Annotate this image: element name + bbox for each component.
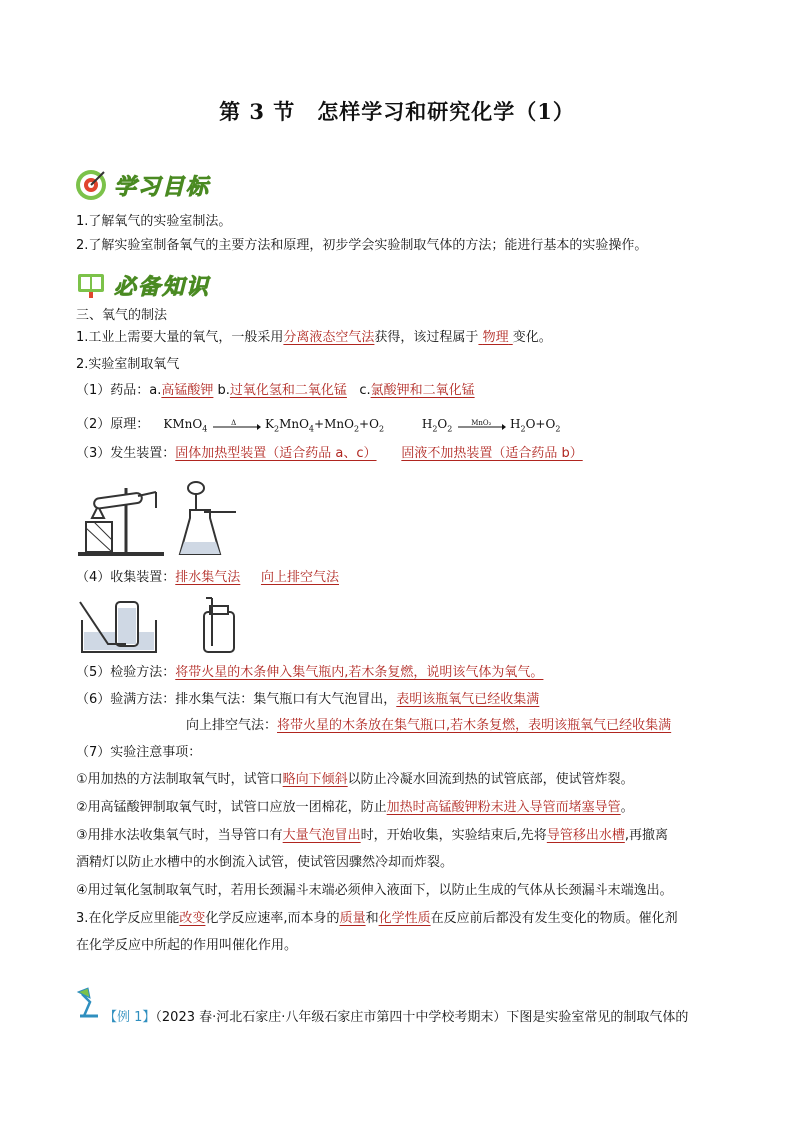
text: （6）验满方法：排水集气法：集气瓶口有大气泡冒出， xyxy=(76,692,397,707)
page-title: 第 3 节 怎样学习和研究化学（1） xyxy=(219,99,575,124)
eq-text: KMnO xyxy=(163,417,203,431)
answer: 氯酸钾和二氧化锰 xyxy=(370,383,475,398)
eq-sub: 2 xyxy=(520,424,526,434)
eq-sub: 2 xyxy=(432,424,438,434)
text: 以防止冷凝水回流到热的试管底部，使试管炸裂。 xyxy=(347,772,634,787)
text: 3.在化学反应里能 xyxy=(76,911,180,926)
text: 1.工业上需要大量的氧气，一般采用 xyxy=(76,330,284,345)
condition: MnO₂ xyxy=(471,418,492,427)
answer: 固体加热型装置（适合药品 a、c） xyxy=(175,446,377,461)
heating-apparatus-diagram xyxy=(76,478,166,558)
note-3-cont: 酒精灯以防止水槽中的水倒流入试管，使试管因骤然冷却而炸裂。 xyxy=(76,855,454,870)
text: 化学反应速率,而本身的 xyxy=(205,911,340,926)
text: b. xyxy=(217,383,230,398)
knowledge-banner-text: 必备知识 xyxy=(114,274,211,300)
example-tag: 【例 1】 xyxy=(104,1010,156,1025)
eq-text: H xyxy=(510,417,521,431)
eq-text: MnO xyxy=(279,417,309,431)
answer: 加热时高锰酸钾粉末进入导管而堵塞导管 xyxy=(386,800,621,815)
test-line xyxy=(76,665,543,681)
answer: 向上排空气法 xyxy=(260,570,339,585)
knowledge-banner xyxy=(74,268,210,302)
equation-1 xyxy=(163,417,387,434)
note-2 xyxy=(76,800,634,816)
note-4: ④用过氧化氢制取氧气时，若用长颈漏斗末端必须伸入液面下，以防止生成的气体从长颈漏斗末端逸出。 xyxy=(76,883,673,898)
text: （4）收集装置： xyxy=(76,570,176,585)
text: 时，开始收集，实验结束后,先将 xyxy=(360,828,547,843)
reaction-arrow xyxy=(211,418,261,432)
answer: 排水集气法 xyxy=(175,570,241,585)
answer: 化学性质 xyxy=(378,911,431,926)
full-line-2 xyxy=(186,718,671,734)
answer: 分离液态空气法 xyxy=(283,330,375,345)
answer: 过氧化氢和二氧化锰 xyxy=(229,383,347,398)
eq-sub: 2 xyxy=(555,424,561,434)
text: c. xyxy=(359,383,371,398)
answer: 改变 xyxy=(179,911,206,926)
goals-banner-text: 学习目标 xyxy=(114,174,211,200)
answer: 将带火星的木条伸入集气瓶内,若木条复燃，说明该气体为氧气。 xyxy=(175,665,544,680)
principle-line xyxy=(76,416,560,437)
goals-banner xyxy=(74,168,210,202)
answer-text: 物理 xyxy=(482,330,509,345)
text: （3）发生装置： xyxy=(76,446,176,461)
eq-sub: 2 xyxy=(353,424,360,434)
eq-text: +MnO xyxy=(314,417,354,431)
full-line-1 xyxy=(76,692,539,708)
lab-heading: 2.实验室制取氧气 xyxy=(76,357,180,372)
text: ②用高锰酸钾制取氧气时，试管口应放一团棉花，防止 xyxy=(76,800,387,815)
text: 变化。 xyxy=(512,330,552,345)
answer xyxy=(478,330,512,345)
eq-text: O xyxy=(437,417,448,431)
text: （2）原理： xyxy=(76,417,150,432)
example-1 xyxy=(104,1010,688,1026)
reaction-arrow xyxy=(456,418,506,432)
text: ①用加热的方法制取氧气时，试管口 xyxy=(76,772,283,787)
note-3 xyxy=(76,828,668,844)
catalyst-line-2: 在化学反应中所起的作用叫催化作用。 xyxy=(76,938,298,953)
collect-line xyxy=(76,570,339,586)
answer: 固液不加热装置（适合药品 b） xyxy=(401,446,583,461)
notes-heading: （7）实验注意事项： xyxy=(76,745,202,760)
eq-text: +O xyxy=(359,417,379,431)
target-icon xyxy=(74,168,108,202)
text: 在反应前后都没有发生变化的物质。催化剂 xyxy=(430,911,678,926)
answer: 将带火星的木条放在集气瓶口,若木条复燃，表明该瓶氧气已经收集满 xyxy=(277,718,672,733)
water-collection-diagram xyxy=(78,598,162,658)
condition: Δ xyxy=(231,418,237,427)
text: ,再撤离 xyxy=(624,828,668,843)
eq-text: O+O xyxy=(525,417,556,431)
eq-sub: 2 xyxy=(273,424,280,434)
drugs-line xyxy=(76,383,475,399)
eq-sub: 4 xyxy=(308,424,315,434)
text: （2023 春·河北石家庄·八年级石家庄市第四十中学校考期末）下图是实验室常见的制取气体的 xyxy=(155,1010,689,1025)
answer: 大量气泡冒出 xyxy=(282,828,361,843)
equation-2 xyxy=(421,417,561,434)
apparatus-line xyxy=(76,446,583,462)
text: 和 xyxy=(365,911,379,926)
goal-item-1: 1.了解氧气的实验室制法。 xyxy=(76,214,232,229)
lamp-icon xyxy=(74,986,104,1020)
text: ③用排水法收集氧气时，当导管口有 xyxy=(76,828,283,843)
industrial-line xyxy=(76,330,552,346)
eq-text: K xyxy=(265,417,274,431)
text: （1）药品：a. xyxy=(76,383,162,398)
answer: 表明该瓶氧气已经收集满 xyxy=(396,692,540,707)
note-1 xyxy=(76,772,634,788)
answer: 导管移出水槽 xyxy=(546,828,625,843)
text: 获得，该过程属于 xyxy=(374,330,479,345)
text: （5）检验方法： xyxy=(76,665,176,680)
section-heading: 三、氧气的制法 xyxy=(76,308,168,323)
answer: 略向下倾斜 xyxy=(282,772,348,787)
air-collection-diagram xyxy=(198,596,242,656)
answer: 高锰酸钾 xyxy=(161,383,214,398)
text: 。 xyxy=(620,800,634,815)
book-icon xyxy=(74,268,108,302)
flask-apparatus-diagram xyxy=(176,480,246,560)
eq-sub: 4 xyxy=(202,424,208,434)
eq-text: H xyxy=(421,417,433,431)
answer: 质量 xyxy=(339,911,366,926)
eq-sub: 2 xyxy=(378,424,385,434)
goal-item-2: 2.了解实验室制备氧气的主要方法和原理，初步学会实验制取气体的方法；能进行基本的实验操作。 xyxy=(76,238,648,253)
text: 向上排空气法： xyxy=(186,718,278,733)
eq-sub: 2 xyxy=(447,424,453,434)
catalyst-line-1 xyxy=(76,911,678,927)
